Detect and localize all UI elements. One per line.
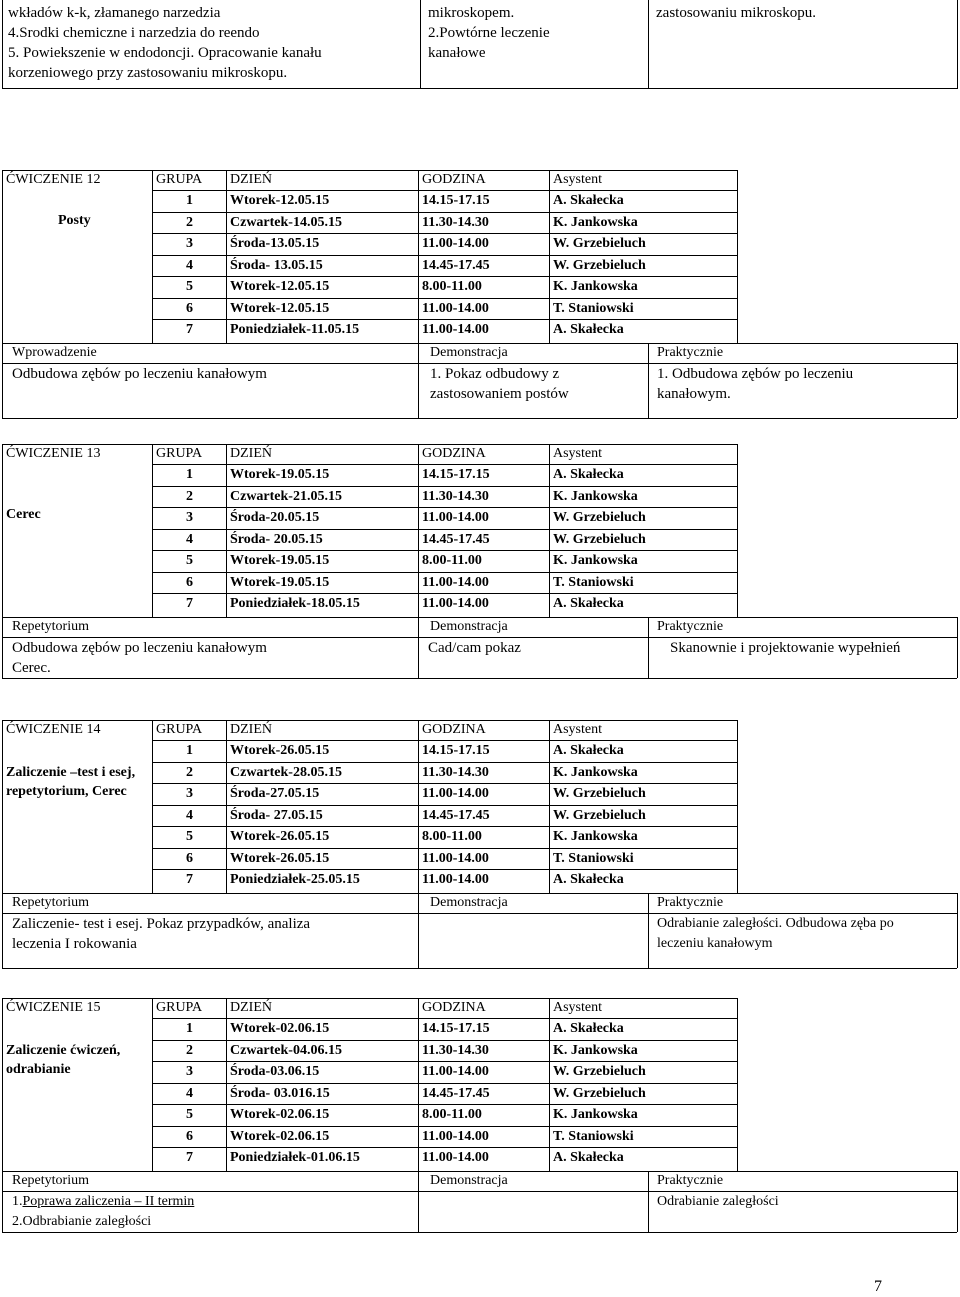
content-header-border	[2, 363, 957, 364]
row-assistant: W. Grzebieluch	[553, 786, 646, 801]
intro-label: Repetytorium	[12, 894, 89, 910]
row-group-number: 2	[186, 488, 193, 504]
praktycznie-header: Praktycznie	[657, 1172, 724, 1188]
row-assistant: W. Grzebieluch	[553, 1064, 646, 1079]
row-assistant: T. Staniowski	[553, 300, 634, 316]
schedule-row-border	[152, 783, 737, 784]
row-assistant: T. Staniowski	[553, 1128, 634, 1144]
row-day: Poniedziałek-11.05.15	[230, 322, 360, 337]
row-time: 14.45-17.45	[422, 807, 490, 823]
row-time: 11.00-14.00	[422, 300, 489, 316]
row-time: 11.00-14.00	[422, 596, 489, 611]
row-assistant: A. Skałecka	[553, 193, 624, 208]
schedule-column-border	[226, 720, 227, 893]
schedule-column-border	[549, 998, 550, 1171]
schedule-column-border	[549, 720, 550, 893]
row-group-number: 5	[186, 1107, 193, 1122]
intro-label: Repetytorium	[12, 618, 89, 634]
demo-content-line: zastosowaniem postów	[430, 385, 569, 402]
row-time: 14.15-17.15	[422, 467, 490, 482]
row-group-number: 5	[186, 829, 193, 844]
row-group-number: 6	[186, 850, 193, 866]
row-day: Poniedziałek-25.05.15	[230, 872, 360, 887]
row-day: Poniedziałek-01.06.15	[230, 1150, 360, 1165]
row-assistant: T. Staniowski	[553, 574, 634, 590]
content-column-border	[648, 343, 649, 419]
page-number: 7	[874, 1278, 882, 1295]
row-day: Poniedziałek-18.05.15	[230, 596, 360, 611]
row-group-number: 3	[186, 1064, 193, 1079]
row-day: Wtorek-19.05.15	[230, 467, 330, 482]
practical-content-line: leczeniu kanałowym	[657, 935, 773, 951]
row-time: 11.00-14.00	[422, 786, 489, 801]
content-right-border	[957, 893, 958, 969]
content-column-border	[418, 617, 419, 679]
intro-content-line	[12, 1193, 194, 1211]
schedule-column-border	[226, 170, 227, 343]
row-time: 8.00-11.00	[422, 829, 482, 844]
godzina-header: GODZINA	[422, 1000, 486, 1015]
section-bottom-border	[2, 968, 957, 969]
row-time: 11.30-14.30	[422, 764, 489, 780]
schedule-row-border	[152, 319, 737, 320]
intro-content-prefix: 1.	[12, 1193, 23, 1209]
row-assistant: K. Jankowska	[553, 1042, 638, 1058]
schedule-row-border	[152, 593, 737, 594]
grupa-header: GRUPA	[156, 722, 203, 737]
content-header-border	[2, 1191, 957, 1192]
row-time: 11.00-14.00	[422, 510, 489, 525]
dzien-header: DZIEŃ	[230, 722, 272, 737]
row-group-number: 6	[186, 1128, 193, 1144]
row-day: Środa- 20.05.15	[230, 531, 323, 547]
section-top-border	[2, 998, 737, 999]
row-assistant: K. Jankowska	[553, 279, 638, 294]
schedule-row-border	[152, 298, 737, 299]
row-group-number: 7	[186, 1150, 193, 1165]
content-column-border	[418, 343, 419, 419]
row-time: 8.00-11.00	[422, 279, 482, 294]
row-assistant: W. Grzebieluch	[553, 807, 646, 823]
praktycznie-header: Praktycznie	[657, 618, 724, 634]
row-group-number: 2	[186, 1042, 193, 1058]
practical-content-line: Skanownie i projektowanie wypełnień	[670, 639, 901, 656]
intro-label: Wprowadzenie	[12, 344, 97, 360]
content-right-border	[957, 617, 958, 679]
section-top-border	[2, 170, 737, 171]
row-time: 14.45-17.45	[422, 531, 490, 547]
row-group-number: 1	[186, 1021, 193, 1036]
schedule-row-border	[152, 805, 737, 806]
section-title: ĆWICZENIE 15	[6, 1000, 101, 1015]
demonstracja-header: Demonstracja	[430, 894, 508, 910]
row-day: Wtorek-12.05.15	[230, 279, 330, 294]
row-time: 11.00-14.00	[422, 872, 489, 887]
section-bottom-border	[2, 418, 957, 419]
schedule-row-border	[152, 1061, 737, 1062]
schedule-header-border	[152, 740, 737, 741]
demonstracja-header: Demonstracja	[430, 1172, 508, 1188]
section-left-border	[2, 444, 3, 678]
row-assistant: W. Grzebieluch	[553, 236, 646, 251]
row-assistant: A. Skałecka	[553, 596, 624, 611]
row-group-number: 1	[186, 193, 193, 208]
row-group-number: 4	[186, 1085, 193, 1101]
row-group-number: 3	[186, 786, 193, 801]
schedule-column-border	[549, 444, 550, 617]
row-day: Środa-13.05.15	[230, 236, 320, 251]
praktycznie-header: Praktycznie	[657, 344, 724, 360]
row-day: Wtorek-26.05.15	[230, 743, 330, 758]
row-time: 11.00-14.00	[422, 236, 489, 251]
row-day: Wtorek-19.05.15	[230, 574, 330, 590]
schedule-right-border	[737, 998, 738, 1171]
section-title: ĆWICZENIE 13	[6, 446, 101, 461]
row-assistant: A. Skałecka	[553, 1150, 624, 1165]
row-time: 8.00-11.00	[422, 1107, 482, 1122]
top-col2-line: kanałowe	[428, 45, 486, 61]
row-time: 11.00-14.00	[422, 1128, 489, 1144]
schedule-column-border	[152, 998, 153, 1171]
row-group-number: 6	[186, 300, 193, 316]
schedule-column-border	[418, 998, 419, 1171]
schedule-right-border	[737, 444, 738, 617]
row-day: Czwartek-21.05.15	[230, 488, 342, 504]
row-group-number: 7	[186, 322, 193, 337]
schedule-row-border	[152, 1126, 737, 1127]
practical-content-line: 1. Odbudowa zębów po leczeniu	[657, 365, 854, 382]
row-assistant: A. Skałecka	[553, 467, 624, 482]
content-column-border	[648, 893, 649, 969]
row-day: Środa- 27.05.15	[230, 807, 323, 823]
row-time: 14.15-17.15	[422, 1021, 490, 1036]
intro-content-line: 2.Odbrabianie zaległości	[12, 1213, 152, 1229]
row-day: Wtorek-02.06.15	[230, 1128, 330, 1144]
content-header-border	[2, 637, 957, 638]
practical-content-line: kanałowym.	[657, 385, 731, 402]
schedule-row-border	[152, 1040, 737, 1041]
row-group-number: 2	[186, 764, 193, 780]
schedule-header-border	[152, 1018, 737, 1019]
schedule-row-border	[152, 486, 737, 487]
demonstracja-header: Demonstracja	[430, 344, 508, 360]
demo-content-line: Cad/cam pokaz	[428, 639, 521, 656]
godzina-header: GODZINA	[422, 172, 486, 187]
intro-label: Repetytorium	[12, 1172, 89, 1188]
row-assistant: W. Grzebieluch	[553, 257, 646, 273]
row-group-number: 5	[186, 553, 193, 568]
section-topic-line: Zaliczenie ćwiczeń,	[6, 1043, 121, 1058]
content-header-border	[2, 913, 957, 914]
demonstracja-header: Demonstracja	[430, 618, 508, 634]
row-time: 14.15-17.15	[422, 193, 490, 208]
schedule-row-border	[152, 276, 737, 277]
schedule-row-border	[152, 233, 737, 234]
dzien-header: DZIEŃ	[230, 1000, 272, 1015]
row-day: Wtorek-02.06.15	[230, 1107, 330, 1122]
content-right-border	[957, 1171, 958, 1233]
row-day: Wtorek-02.06.15	[230, 1021, 330, 1036]
top-col2-line: mikroskopem.	[428, 5, 515, 21]
content-column-border	[418, 1171, 419, 1233]
content-column-border	[648, 1171, 649, 1233]
row-group-number: 4	[186, 807, 193, 823]
schedule-row-border	[152, 550, 737, 551]
row-day: Wtorek-12.05.15	[230, 193, 330, 208]
row-assistant: K. Jankowska	[553, 214, 638, 230]
schedule-column-border	[418, 444, 419, 617]
demo-content-line: 1. Pokaz odbudowy z	[430, 365, 560, 382]
row-time: 11.00-14.00	[422, 1150, 489, 1165]
top-col1-line: korzeniowego przy zastosowaniu mikroskopu.	[8, 65, 288, 81]
section-left-border	[2, 998, 3, 1232]
row-assistant: K. Jankowska	[553, 829, 638, 844]
row-time: 11.00-14.00	[422, 322, 489, 337]
schedule-row-border	[152, 1083, 737, 1084]
row-day: Środa-27.05.15	[230, 786, 320, 801]
grupa-header: GRUPA	[156, 1000, 203, 1015]
row-group-number: 2	[186, 214, 193, 230]
section-top-border	[2, 444, 737, 445]
section-bottom-border	[2, 678, 957, 679]
practical-content-line: Odrabianie zaległości. Odbudowa zęba po	[657, 915, 894, 931]
grupa-header: GRUPA	[156, 446, 203, 461]
row-time: 8.00-11.00	[422, 553, 482, 568]
godzina-header: GODZINA	[422, 446, 486, 461]
schedule-column-border	[226, 444, 227, 617]
intro-content-line: leczenia I rokowania	[12, 935, 137, 952]
schedule-column-border	[226, 998, 227, 1171]
asystent-header: Asystent	[553, 446, 602, 461]
row-assistant: A. Skałecka	[553, 322, 624, 337]
row-day: Środa- 13.05.15	[230, 257, 323, 273]
schedule-column-border	[418, 170, 419, 343]
schedule-row-border	[152, 1147, 737, 1148]
row-assistant: K. Jankowska	[553, 764, 638, 780]
schedule-row-border	[152, 255, 737, 256]
dzien-header: DZIEŃ	[230, 446, 272, 461]
row-group-number: 5	[186, 279, 193, 294]
godzina-header: GODZINA	[422, 722, 486, 737]
row-day: Wtorek-19.05.15	[230, 553, 330, 568]
row-group-number: 3	[186, 510, 193, 525]
row-group-number: 7	[186, 596, 193, 611]
section-title: ĆWICZENIE 12	[6, 172, 101, 187]
schedule-row-border	[152, 848, 737, 849]
row-assistant: K. Jankowska	[553, 1107, 638, 1122]
schedule-row-border	[152, 572, 737, 573]
row-group-number: 6	[186, 574, 193, 590]
row-day: Środa-03.06.15	[230, 1064, 320, 1079]
row-group-number: 4	[186, 257, 193, 273]
row-day: Czwartek-04.06.15	[230, 1042, 342, 1058]
section-top-border	[2, 720, 737, 721]
intro-content-underlined: Poprawa zaliczenia – II termin	[22, 1193, 195, 1209]
row-assistant: W. Grzebieluch	[553, 1085, 646, 1101]
schedule-row-border	[152, 529, 737, 530]
row-time: 11.00-14.00	[422, 1064, 489, 1079]
row-day: Czwartek-28.05.15	[230, 764, 342, 780]
row-assistant: A. Skałecka	[553, 872, 624, 887]
row-time: 11.30-14.30	[422, 488, 489, 504]
row-time: 14.15-17.15	[422, 743, 490, 758]
row-time: 14.45-17.45	[422, 1085, 490, 1101]
section-topic: Posty	[58, 213, 91, 228]
schedule-column-border	[152, 444, 153, 617]
intro-content-line: Zaliczenie- test i esej. Pokaz przypadków, analiza	[12, 915, 311, 932]
top-col1-line: 4.Srodki chemiczne i narzedzia do reendo	[8, 25, 260, 41]
row-assistant: W. Grzebieluch	[553, 531, 646, 547]
row-day: Czwartek-14.05.15	[230, 214, 342, 230]
asystent-header: Asystent	[553, 722, 602, 737]
section-topic-line: odrabianie	[6, 1062, 71, 1077]
top-col2-line: 2.Powtórne leczenie	[428, 25, 550, 41]
schedule-row-border	[152, 826, 737, 827]
schedule-column-border	[152, 170, 153, 343]
intro-content-line: Cerec.	[12, 659, 51, 676]
row-group-number: 1	[186, 467, 193, 482]
row-group-number: 3	[186, 236, 193, 251]
row-day: Wtorek-26.05.15	[230, 850, 330, 866]
section-topic-line: Zaliczenie –test i esej,	[6, 765, 136, 780]
top-col1-line: wkładów k-k, złamanego narzedzia	[8, 5, 221, 21]
row-time: 11.30-14.30	[422, 214, 489, 230]
schedule-row-border	[152, 212, 737, 213]
section-title: ĆWICZENIE 14	[6, 722, 101, 737]
section-left-border	[2, 720, 3, 968]
row-group-number: 1	[186, 743, 193, 758]
row-group-number: 4	[186, 531, 193, 547]
intro-content-line: Odbudowa zębów po leczeniu kanałowym	[12, 639, 267, 656]
schedule-row-border	[152, 507, 737, 508]
schedule-right-border	[737, 170, 738, 343]
dzien-header: DZIEŃ	[230, 172, 272, 187]
row-time: 11.00-14.00	[422, 850, 489, 866]
row-day: Środa-20.05.15	[230, 510, 320, 525]
row-day: Środa- 03.016.15	[230, 1085, 330, 1101]
row-day: Wtorek-12.05.15	[230, 300, 330, 316]
praktycznie-header: Praktycznie	[657, 894, 724, 910]
schedule-row-border	[152, 762, 737, 763]
section-topic-line: repetytorium, Cerec	[6, 784, 127, 799]
schedule-column-border	[418, 720, 419, 893]
section-left-border	[2, 170, 3, 418]
row-assistant: A. Skałecka	[553, 1021, 624, 1036]
section-bottom-border	[2, 1232, 957, 1233]
row-day: Wtorek-26.05.15	[230, 829, 330, 844]
row-time: 11.30-14.30	[422, 1042, 489, 1058]
schedule-row-border	[152, 869, 737, 870]
section-topic: Cerec	[6, 507, 41, 522]
top-col1-line: 5. Powiekszenie w endodoncji. Opracowanie kanału	[8, 45, 322, 61]
practical-content-line: Odrabianie zaległości	[657, 1193, 779, 1209]
asystent-header: Asystent	[553, 172, 602, 187]
schedule-right-border	[737, 720, 738, 893]
row-assistant: K. Jankowska	[553, 553, 638, 568]
row-assistant: W. Grzebieluch	[553, 510, 646, 525]
schedule-row-border	[152, 1104, 737, 1105]
row-group-number: 7	[186, 872, 193, 887]
asystent-header: Asystent	[553, 1000, 602, 1015]
schedule-column-border	[549, 170, 550, 343]
row-time: 14.45-17.45	[422, 257, 490, 273]
row-time: 11.00-14.00	[422, 574, 489, 590]
content-column-border	[648, 617, 649, 679]
intro-content-line: Odbudowa zębów po leczeniu kanałowym	[12, 365, 267, 382]
row-assistant: T. Staniowski	[553, 850, 634, 866]
row-assistant: K. Jankowska	[553, 488, 638, 504]
top-col3-line: zastosowaniu mikroskopu.	[656, 5, 816, 21]
schedule-header-border	[152, 464, 737, 465]
schedule-column-border	[152, 720, 153, 893]
schedule-header-border	[152, 190, 737, 191]
row-assistant: A. Skałecka	[553, 743, 624, 758]
grupa-header: GRUPA	[156, 172, 203, 187]
content-right-border	[957, 343, 958, 419]
content-column-border	[418, 893, 419, 969]
